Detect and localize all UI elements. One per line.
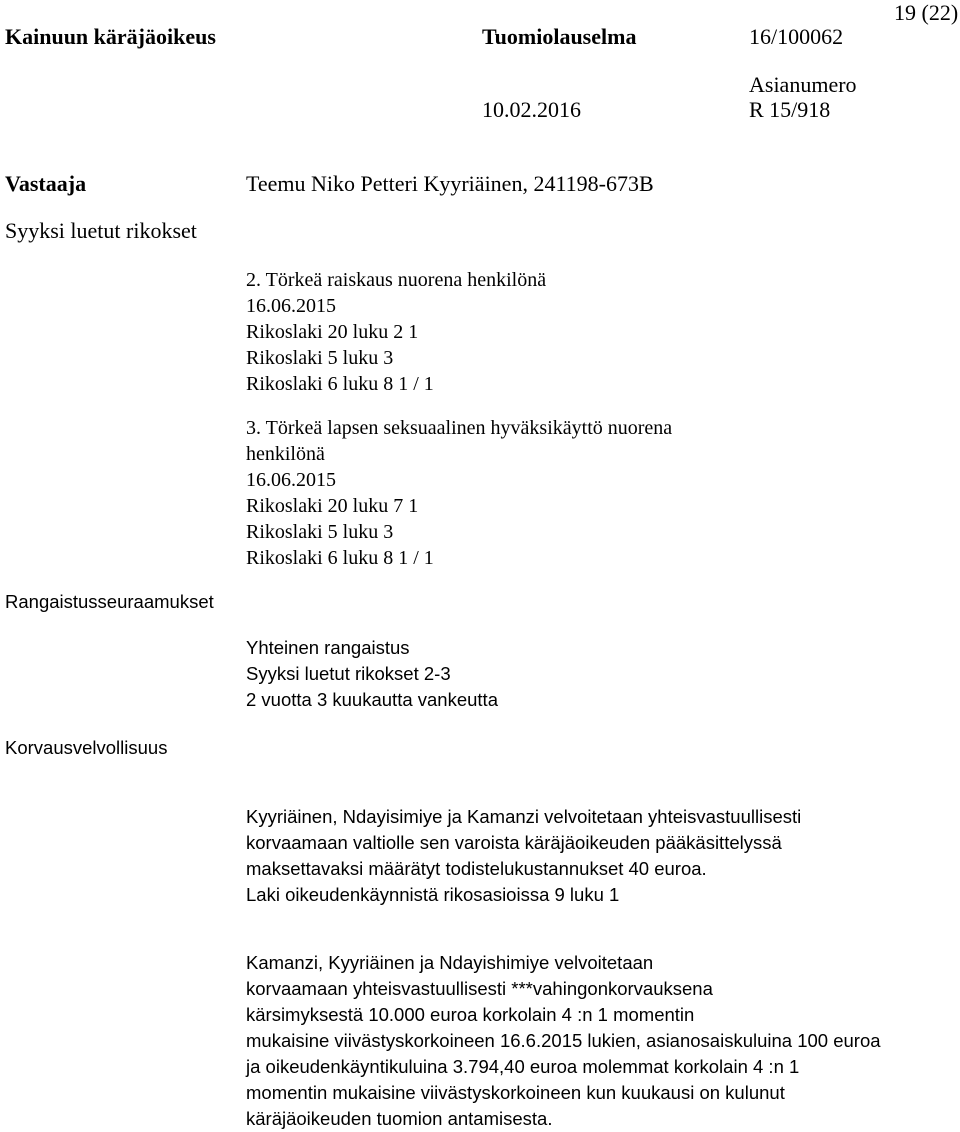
liability-line: Kyyriäinen, Ndayisimiye ja Kamanzi velvoitetaan yhteisvastuullisesti xyxy=(246,806,802,827)
document-number: 16/100062 xyxy=(749,24,844,49)
defendant-value: Teemu Niko Petteri Kyyriäinen, 241198-673B xyxy=(246,171,654,196)
charge-law: Rikoslaki 6 luku 8 1 / 1 xyxy=(246,373,434,395)
liability-line: momentin mukaisine viivästyskorkoineen kun kuukausi on kulunut xyxy=(246,1082,785,1103)
charge-date: 16.06.2015 xyxy=(246,295,336,317)
case-number-label: Asianumero xyxy=(749,72,857,97)
charges-label: Syyksi luetut rikokset xyxy=(5,218,197,243)
page-number: 19 (22) xyxy=(894,0,959,25)
liability-line: korvaamaan valtiolle sen varoista käräjäoikeuden pääkäsittelyssä xyxy=(246,832,782,853)
liability-paragraph xyxy=(246,950,881,1132)
court-name: Kainuun käräjäoikeus xyxy=(5,24,216,49)
liability-label: Korvausvelvollisuus xyxy=(5,737,168,758)
sanctions-block xyxy=(246,635,498,713)
liability-line: kärsimyksestä 10.000 euroa korkolain 4 :n 1 momentin xyxy=(246,1004,695,1025)
defendant-label: Vastaaja xyxy=(5,171,87,196)
liability-line: mukaisine viivästyskorkoineen 16.6.2015 lukien, asianosaiskuluina 100 euroa xyxy=(246,1030,881,1051)
sanctions-line: Yhteinen rangaistus xyxy=(246,637,410,658)
charge-law: Rikoslaki 5 luku 3 xyxy=(246,347,394,369)
case-number: R 15/918 xyxy=(749,97,831,122)
charge-line: 3. Törkeä lapsen seksuaalinen hyväksikäyttö nuorena xyxy=(246,417,673,439)
liability-paragraph xyxy=(246,804,801,908)
sanctions-line: 2 vuotta 3 kuukautta vankeutta xyxy=(246,689,498,710)
charge-item xyxy=(246,415,672,571)
charge-item xyxy=(246,267,546,397)
document-date: 10.02.2016 xyxy=(482,97,581,122)
liability-line: maksettavaksi määrätyt todistelukustannukset 40 euroa. xyxy=(246,858,707,879)
charge-law: Rikoslaki 5 luku 3 xyxy=(246,521,394,543)
sanctions-label: Rangaistusseuraamukset xyxy=(5,591,214,612)
charge-line: 2. Törkeä raiskaus nuorena henkilönä xyxy=(246,269,547,291)
liability-line: Laki oikeudenkäynnistä rikosasioissa 9 luku 1 xyxy=(246,884,620,905)
charge-law: Rikoslaki 20 luku 7 1 xyxy=(246,495,419,517)
charge-law: Rikoslaki 6 luku 8 1 / 1 xyxy=(246,547,434,569)
charge-law: Rikoslaki 20 luku 2 1 xyxy=(246,321,419,343)
charge-date: 16.06.2015 xyxy=(246,469,336,491)
liability-line: ja oikeudenkäyntikuluina 3.794,40 euroa molemmat korkolain 4 :n 1 xyxy=(246,1056,800,1077)
document-type: Tuomiolauselma xyxy=(482,24,637,49)
liability-line: Kamanzi, Kyyriäinen ja Ndayishimiye velvoitetaan xyxy=(246,952,654,973)
sanctions-line: Syyksi luetut rikokset 2-3 xyxy=(246,663,451,684)
liability-line: käräjäoikeuden tuomion antamisesta. xyxy=(246,1108,553,1129)
liability-line: korvaamaan yhteisvastuullisesti ***vahingonkorvauksena xyxy=(246,978,713,999)
charge-line: henkilönä xyxy=(246,443,325,465)
